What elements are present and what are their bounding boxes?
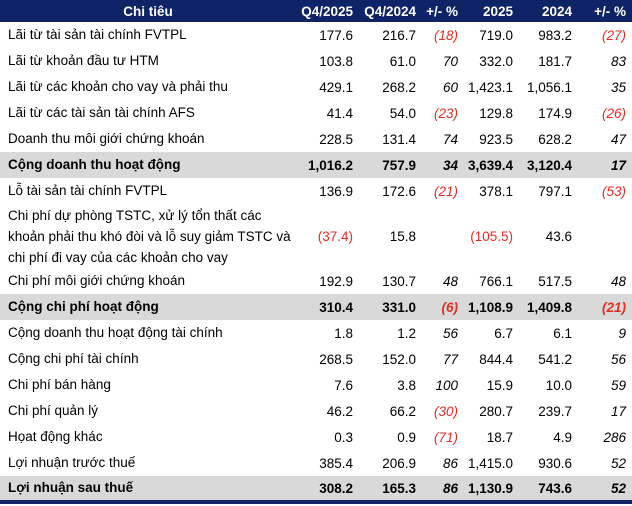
table-row [0, 204, 632, 268]
cell-value: 15.8 [389, 228, 416, 244]
cell-value: 228.5 [319, 131, 353, 147]
cell-value: 86 [442, 455, 458, 471]
row-label: Lãi từ các khoản cho vay và phải thu [8, 79, 228, 95]
column-header-chi-tieu: Chi tiêu [0, 0, 296, 22]
table-row [0, 320, 632, 346]
cell-value: 152.0 [382, 351, 416, 367]
cell-value: 983.2 [538, 27, 572, 43]
row-label: Cộng doanh thu hoạt động [0, 152, 296, 178]
row-label: Chi phí môi giới chứng khoán [8, 273, 185, 289]
cell-value: 766.1 [479, 273, 513, 289]
cell-value: 59 [610, 377, 626, 393]
cell-value: 34 [420, 152, 462, 178]
row-label: Lãi từ khoản đầu tư HTM [8, 53, 159, 69]
cell-value: 0.3 [334, 429, 353, 445]
cell-value: 719.0 [479, 27, 513, 43]
cell-value: (71) [433, 429, 458, 445]
cell-value: 131.4 [382, 131, 416, 147]
row-label: Cộng chi phí hoạt động [0, 294, 296, 320]
cell-value: 6.1 [553, 325, 572, 341]
cell-value: 1,056.1 [526, 79, 572, 95]
cell-value: 100 [435, 377, 458, 393]
cell-value: 9 [618, 325, 626, 341]
table-row [0, 450, 632, 476]
cell-value: 743.6 [517, 476, 576, 502]
cell-value: 1,415.0 [467, 455, 513, 471]
cell-value: 41.4 [326, 105, 353, 121]
cell-value: 0.9 [397, 429, 416, 445]
table-body [0, 22, 632, 502]
cell-value: 378.1 [479, 183, 513, 199]
cell-value: 1.2 [397, 325, 416, 341]
cell-value [576, 204, 632, 268]
table-row [0, 100, 632, 126]
cell-value: 48 [442, 273, 458, 289]
cell-value: 56 [610, 351, 626, 367]
cell-value: 35 [610, 79, 626, 95]
cell-value: 332.0 [479, 53, 513, 69]
cell-value: 61.0 [389, 53, 416, 69]
cell-value: 66.2 [389, 403, 416, 419]
cell-value: 331.0 [357, 294, 420, 320]
row-label: Chi phí bán hàng [8, 377, 111, 393]
cell-value: (27) [601, 27, 626, 43]
cell-value: (6) [420, 294, 462, 320]
cell-value [420, 204, 462, 268]
cell-value: 7.6 [334, 377, 353, 393]
cell-value: 3,120.4 [517, 152, 576, 178]
cell-value: 923.5 [479, 131, 513, 147]
cell-value: 17 [576, 152, 632, 178]
table-row [0, 48, 632, 74]
cell-value: 43.6 [545, 228, 572, 244]
table-row [0, 424, 632, 450]
cell-value: 47 [610, 131, 626, 147]
cell-value: 628.2 [538, 131, 572, 147]
cell-value: 797.1 [538, 183, 572, 199]
row-label: Cộng chi phí tài chính [8, 351, 139, 367]
total-row [0, 294, 632, 320]
table-row [0, 372, 632, 398]
cell-value: 1,423.1 [467, 79, 513, 95]
cell-value: (53) [601, 183, 626, 199]
cell-value: (30) [433, 403, 458, 419]
cell-value: 77 [442, 351, 458, 367]
cell-value: 60 [442, 79, 458, 95]
cell-value: 54.0 [389, 105, 416, 121]
cell-value: 1,016.2 [296, 152, 357, 178]
cell-value: 930.6 [538, 455, 572, 471]
cell-value: 1,409.8 [517, 294, 576, 320]
column-header-quarter-change-pct: +/- % [420, 0, 462, 22]
cell-value: 74 [442, 131, 458, 147]
total-row [0, 152, 632, 178]
cell-value: 181.7 [538, 53, 572, 69]
table-row [0, 398, 632, 424]
column-header-q4-2025: Q4/2025 [296, 0, 357, 22]
cell-value: 52 [576, 476, 632, 502]
table-row [0, 178, 632, 204]
cell-value: (18) [433, 27, 458, 43]
cell-value: (37.4) [317, 228, 353, 244]
total-row [0, 476, 632, 502]
cell-value: 177.6 [319, 27, 353, 43]
column-header-2024: 2024 [517, 0, 576, 22]
cell-value: (21) [433, 183, 458, 199]
row-label: Lợi nhuận trước thuế [8, 455, 136, 471]
cell-value: (23) [433, 105, 458, 121]
cell-value: 268.5 [319, 351, 353, 367]
row-label: Cộng doanh thu hoạt động tài chính [8, 325, 223, 341]
table-header [0, 0, 632, 22]
cell-value: 1,108.9 [462, 294, 517, 320]
cell-value: 3,639.4 [462, 152, 517, 178]
cell-value: 517.5 [538, 273, 572, 289]
cell-value: 844.4 [479, 351, 513, 367]
row-label: Chi phí quản lý [8, 403, 99, 419]
cell-value: 18.7 [486, 429, 513, 445]
row-label: Lợi nhuận sau thuế [0, 476, 296, 502]
column-header-q4-2024: Q4/2024 [357, 0, 420, 22]
cell-value: 192.9 [319, 273, 353, 289]
table-row [0, 74, 632, 100]
cell-value: 56 [442, 325, 458, 341]
cell-value: 6.7 [494, 325, 513, 341]
table-row [0, 22, 632, 48]
cell-value: 310.4 [296, 294, 357, 320]
cell-value: 15.9 [486, 377, 513, 393]
cell-value: (26) [601, 105, 626, 121]
cell-value: 48 [610, 273, 626, 289]
cell-value: 129.8 [479, 105, 513, 121]
cell-value: 1.8 [334, 325, 353, 341]
table-row [0, 268, 632, 294]
cell-value: 46.2 [326, 403, 353, 419]
cell-value: 172.6 [382, 183, 416, 199]
row-label: Chi phí dự phòng TSTC, xử lý tổn thất các khoản phải thu khó đòi và lỗ suy giảm TSTC và chi phí đi vay của các khoản cho vay [8, 207, 291, 265]
row-label: Lỗ tài sản tài chính FVTPL [8, 183, 168, 199]
cell-value: 239.7 [538, 403, 572, 419]
cell-value: 1,130.9 [462, 476, 517, 502]
column-header-2025: 2025 [462, 0, 517, 22]
cell-value: 280.7 [479, 403, 513, 419]
row-label: Doanh thu môi giới chứng khoán [8, 131, 205, 147]
cell-value: 429.1 [319, 79, 353, 95]
cell-value: 3.8 [397, 377, 416, 393]
cell-value: 286 [603, 429, 626, 445]
cell-value: (21) [576, 294, 632, 320]
cell-value: 206.9 [382, 455, 416, 471]
cell-value: 385.4 [319, 455, 353, 471]
table-row [0, 126, 632, 152]
cell-value: 83 [610, 53, 626, 69]
table-row [0, 346, 632, 372]
row-label: Lãi từ các tài sản tài chính AFS [8, 105, 195, 121]
cell-value: 757.9 [357, 152, 420, 178]
cell-value: (105.5) [470, 228, 513, 244]
cell-value: 216.7 [382, 27, 416, 43]
column-header-year-change-pct: +/- % [576, 0, 632, 22]
cell-value: 10.0 [545, 377, 572, 393]
cell-value: 165.3 [357, 476, 420, 502]
row-label: Họat động khác [8, 429, 103, 445]
cell-value: 136.9 [319, 183, 353, 199]
header-row [0, 0, 632, 22]
cell-value: 4.9 [553, 429, 572, 445]
cell-value: 130.7 [382, 273, 416, 289]
cell-value: 103.8 [319, 53, 353, 69]
cell-value: 541.2 [538, 351, 572, 367]
cell-value: 86 [420, 476, 462, 502]
cell-value: 52 [610, 455, 626, 471]
cell-value: 308.2 [296, 476, 357, 502]
cell-value: 268.2 [382, 79, 416, 95]
cell-value: 17 [610, 403, 626, 419]
row-label: Lãi từ tài sản tài chính FVTPL [8, 27, 187, 43]
cell-value: 174.9 [538, 105, 572, 121]
cell-value: 70 [442, 53, 458, 69]
